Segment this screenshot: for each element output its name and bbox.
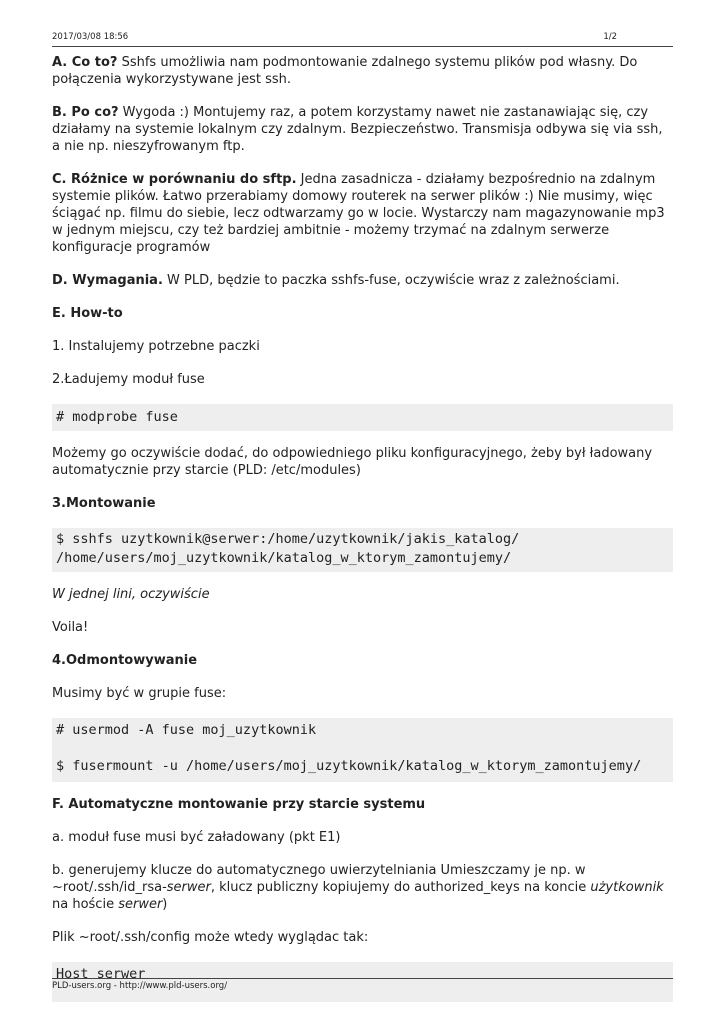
section-a — [52, 54, 673, 88]
step-2: 2.Ładujemy moduł fuse — [52, 372, 205, 387]
code-line-sshfs-1: $ sshfs uzytkownik@serwer:/home/uzytkownik/jakis_katalog/ — [56, 531, 520, 547]
one-line-note — [52, 586, 673, 603]
section-e-heading — [52, 305, 673, 322]
section-c-text: Jedna zasadnicza - działamy bezpośrednio na zdalnym systemie plików. Łatwo przerabiamy domowy routerek na serwer plików :) Nie musimy, więc ściągać np. filmu do siebie, lecz odtwarzamy go w locie. Wystarczy nam magazynowanie mp3 w jednym miejscu, czy też bardziej ambitnie - możemy trzymać na zdalnym serwerze konfiguracje programów — [52, 172, 665, 255]
fb-text-3: na hoście — [52, 897, 119, 912]
mount-heading-label: 3.Montowanie — [52, 496, 156, 511]
code-block-unmount — [52, 718, 673, 782]
fb-text-2: , klucz publiczny kopiujemy do authorized_keys na koncie — [210, 880, 591, 895]
code-block-host: Host serwer — [52, 962, 673, 1002]
fb-text-1: b. generujemy klucze do automatycznego uwierzytelniania Umieszczamy je np. w ~root/.ssh/id_rsa- — [52, 863, 586, 895]
section-b-label: B. Po co? — [52, 105, 119, 120]
page-header — [52, 32, 673, 47]
fuse-group-note: Musimy być w grupie fuse: — [52, 686, 227, 701]
fb-italic-2: użytkownik — [590, 880, 664, 895]
code-line-usermod: # usermod -A fuse moj_uzytkownik — [56, 722, 317, 738]
print-datetime: 2017/03/08 18:56 — [52, 32, 129, 42]
section-d-label: D. Wymagania. — [52, 273, 163, 288]
unmount-heading — [52, 652, 673, 669]
section-f-a: a. moduł fuse musi być załadowany (pkt E1) — [52, 830, 341, 845]
code-block-modprobe: # modprobe fuse — [52, 404, 673, 431]
one-line-note-text: W jednej lini, oczywiście — [52, 587, 210, 602]
code-line-fusermount: $ fusermount -u /home/users/moj_uzytkownik/katalog_w_ktorym_zamontujemy/ — [56, 758, 642, 774]
article-body — [52, 54, 673, 1016]
modules-note: Możemy go oczywiście dodać, do odpowiedniego pliku konfiguracyjnego, żeby był ładowany automatycznie przy starcie (PLD: /etc/modules) — [52, 446, 653, 478]
section-c — [52, 171, 673, 256]
config-intro: Plik ~root/.ssh/config może wtedy wyglądac tak: — [52, 930, 369, 945]
fb-text-4: ) — [162, 897, 168, 912]
section-f-heading — [52, 796, 673, 813]
section-c-label: C. Różnice w porównaniu do sftp. — [52, 172, 297, 187]
section-a-label: A. Co to? — [52, 55, 118, 70]
section-f-b — [52, 862, 673, 913]
mount-heading — [52, 495, 673, 512]
section-b-text: Wygoda :) Montujemy raz, a potem korzystamy nawet nie zastanawiając się, czy działamy na systemie lokalnym czy zdalnym. Bezpieczeństwo. Transmisja odbywa się via ssh, a nie np. nieszyfrowanym ftp. — [52, 105, 663, 154]
section-f-label: F. Automatyczne montowanie przy starcie systemu — [52, 797, 426, 812]
unmount-heading-label: 4.Odmontowywanie — [52, 653, 198, 668]
section-d — [52, 272, 673, 289]
footer-site-link[interactable]: PLD-users.org - http://www.pld-users.org/ — [52, 981, 228, 991]
page-number: 1/2 — [603, 32, 617, 42]
fb-italic-3: serwer — [118, 897, 163, 912]
section-a-text: Sshfs umożliwia nam podmontowanie zdalnego systemu plików pod własny. Do połączenia wykorzystywane jest ssh. — [52, 55, 638, 87]
code-block-sshfs — [52, 528, 673, 572]
section-b — [52, 104, 673, 155]
code-line-sshfs-2: /home/users/moj_uzytkownik/katalog_w_ktorym_zamontujemy/ — [56, 550, 512, 566]
page-footer — [52, 978, 673, 991]
section-e-label: E. How-to — [52, 306, 123, 321]
section-d-text: W PLD, będzie to paczka sshfs-fuse, oczywiście wraz z zależnościami. — [162, 273, 620, 288]
fb-italic-1: serwer — [166, 880, 211, 895]
step-1: 1. Instalujemy potrzebne paczki — [52, 339, 260, 354]
voila-text: Voila! — [52, 620, 89, 635]
